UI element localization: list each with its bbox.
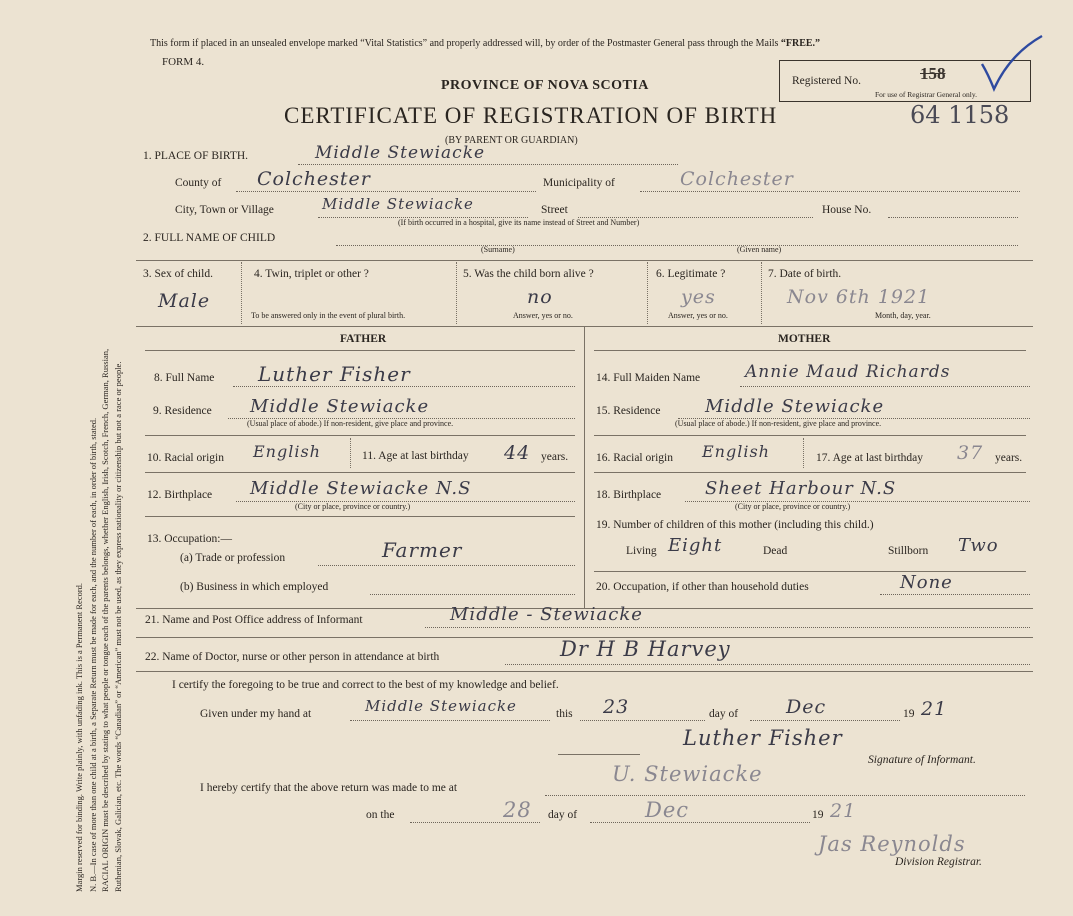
given-place-line xyxy=(350,720,550,721)
father-birthplace-value: Middle Stewiacke N.S xyxy=(250,478,472,499)
page-subtitle: (BY PARENT OR GUARDIAN) xyxy=(445,135,578,146)
signature-label: Signature of Informant. xyxy=(868,754,976,766)
mother-occupation-line xyxy=(880,594,1030,595)
on-the-label: on the xyxy=(366,809,395,821)
father-years: years. xyxy=(541,451,569,463)
day-of-label: day of xyxy=(709,708,739,720)
county-line xyxy=(236,191,536,192)
margin-note-1: Margin reserved for binding. Write plainly, with unfading ink. This is a Permanent Record. xyxy=(74,582,84,892)
legitimate-note: Answer, yes or no. xyxy=(668,311,728,320)
mother-heading: MOTHER xyxy=(778,333,831,345)
stillborn-label: Stillborn xyxy=(888,545,929,557)
alive-label: 5. Was the child born alive ? xyxy=(463,268,594,280)
registrar-signature: Jas Reynolds xyxy=(818,832,966,856)
father-name-line xyxy=(233,386,575,387)
registered-label: Registered No. xyxy=(792,75,861,87)
municipality-value: Colchester xyxy=(680,168,794,190)
mother-name-line xyxy=(740,386,1030,387)
alive-value: no xyxy=(527,286,553,308)
this-label: this xyxy=(556,708,573,720)
mother-age-label: 17. Age at last birthday xyxy=(816,452,923,464)
children-count-label: 19. Number of children of this mother (including this child.) xyxy=(596,519,874,531)
return-label: I hereby certify that the above return was made to me at xyxy=(200,782,458,794)
house-label: House No. xyxy=(822,204,872,216)
hospital-note: (If birth occurred in a hospital, give its name instead of Street and Number) xyxy=(398,218,640,227)
father-residence-label: 9. Residence xyxy=(153,405,212,417)
stillborn-value: Two xyxy=(958,535,999,556)
occupation-label: 13. Occupation:— xyxy=(147,533,232,545)
divider xyxy=(136,260,1033,261)
margin-note-3: RACIAL ORIGIN must be described by stating to what people or tongue each of the parents belongs, whether English, Irish, Scotch, French, German, Russian, xyxy=(100,348,110,892)
margin-note-2: N. B.—In case of more than one child at a birth, a Separate Return must be made for each, and the number of each, in order of birth, stated. xyxy=(88,417,98,892)
mother-name-value: Annie Maud Richards xyxy=(745,362,951,382)
surname-note: (Surname) xyxy=(481,245,515,254)
municipality-line xyxy=(640,191,1020,192)
county-label: County of xyxy=(175,177,222,189)
trade-value: Farmer xyxy=(382,538,463,562)
reg-day-line xyxy=(410,822,540,823)
given-place-value: Middle Stewiacke xyxy=(365,697,517,715)
margin-note-4: Ruthenian, Slovak, Galician, etc. The words “Canadian” or “American” must not be used, as they express nationality or citizenship but not a race or people. xyxy=(113,361,123,892)
doctor-label: 22. Name of Doctor, nurse or other person in attendance at birth xyxy=(145,651,440,663)
trade-label: (a) Trade or profession xyxy=(180,552,286,564)
doctor-value: Dr H B Harvey xyxy=(560,637,731,661)
reg-month-value: Dec xyxy=(645,798,690,822)
divider xyxy=(761,262,762,324)
mother-name-label: 14. Full Maiden Name xyxy=(596,372,701,384)
form-number: FORM 4. xyxy=(162,56,205,68)
mother-racial-label: 16. Racial origin xyxy=(596,452,673,464)
sex-value: Male xyxy=(158,290,211,312)
father-age-label: 11. Age at last birthday xyxy=(362,450,469,462)
reg-day-value: 28 xyxy=(503,798,532,822)
divider xyxy=(456,262,457,324)
mother-occupation-label: 20. Occupation, if other than household duties xyxy=(596,581,809,593)
sex-label: 3. Sex of child. xyxy=(143,268,213,280)
mail-note-free: “FREE.” xyxy=(780,38,821,49)
father-racial-value: English xyxy=(253,442,321,461)
mother-residence-label: 15. Residence xyxy=(596,405,661,417)
informant-signature: Luther Fisher xyxy=(683,726,843,750)
registrar-label: Division Registrar. xyxy=(895,856,982,868)
checkmark-icon xyxy=(980,34,1050,94)
divider xyxy=(594,435,1026,436)
divider xyxy=(594,350,1026,351)
municipality-label: Municipality of xyxy=(543,177,615,189)
province-heading: PROVINCE OF NOVA SCOTIA xyxy=(441,78,649,93)
registered-number: 158 xyxy=(920,64,946,83)
reg-day-of-label: day of xyxy=(548,809,578,821)
mother-occupation-value: None xyxy=(900,572,953,593)
street-label: Street xyxy=(541,204,568,216)
father-birthplace-label: 12. Birthplace xyxy=(147,489,213,501)
registrar-use-note: For use of Registrar General only. xyxy=(875,90,977,99)
given-name-note: (Given name) xyxy=(737,245,782,254)
divider xyxy=(145,516,575,517)
legitimate-label: 6. Legitimate ? xyxy=(656,268,726,280)
mail-note-text: This form if placed in an unsealed envelope marked “Vital Statistics” and properly addressed will, by order of the Postmaster General pass through the Mails xyxy=(150,38,781,49)
business-label: (b) Business in which employed xyxy=(180,581,329,593)
parents-divider xyxy=(584,326,585,609)
dob-value: Nov 6th 1921 xyxy=(787,286,931,308)
informant-value: Middle - Stewiacke xyxy=(450,604,643,625)
divider xyxy=(136,671,1033,672)
mother-years: years. xyxy=(995,452,1023,464)
father-residence-value: Middle Stewiacke xyxy=(250,396,430,417)
dob-note: Month, day, year. xyxy=(875,311,931,320)
alive-note: Answer, yes or no. xyxy=(513,311,573,320)
year-prefix: 19 xyxy=(903,708,915,720)
trade-line xyxy=(318,565,575,566)
living-value: Eight xyxy=(668,535,723,556)
mother-birthplace-label: 18. Birthplace xyxy=(596,489,662,501)
reg-year-value: 21 xyxy=(830,800,857,822)
return-place-value: U. Stewiacke xyxy=(612,762,763,786)
mother-racial-value: English xyxy=(702,442,770,461)
informant-line xyxy=(425,627,1030,628)
place-line xyxy=(298,164,678,165)
dead-label: Dead xyxy=(763,545,788,557)
divider xyxy=(145,350,575,351)
day-value: 23 xyxy=(603,696,630,718)
mother-residence-note: (Usual place of abode.) If non-resident, give place and province. xyxy=(675,419,882,428)
twin-label: 4. Twin, triplet or other ? xyxy=(254,268,369,280)
divider xyxy=(145,435,575,436)
mother-birthplace-value: Sheet Harbour N.S xyxy=(705,478,897,499)
divider xyxy=(803,438,804,468)
place-of-birth-label: 1. PLACE OF BIRTH. xyxy=(143,150,249,162)
twin-note: To be answered only in the event of plural birth. xyxy=(251,311,406,320)
business-line xyxy=(370,594,575,595)
father-residence-note: (Usual place of abode.) If non-resident, give place and province. xyxy=(247,419,454,428)
page-title: CERTIFICATE OF REGISTRATION OF BIRTH xyxy=(284,103,778,128)
father-birthplace-note: (City or place, province or country.) xyxy=(295,502,411,511)
mother-age-value: 37 xyxy=(957,442,984,464)
divider xyxy=(558,754,640,755)
house-line xyxy=(888,217,1018,218)
day-line xyxy=(580,720,705,721)
return-place-line xyxy=(545,795,1025,796)
city-value: Middle Stewiacke xyxy=(322,195,474,213)
doctor-line xyxy=(505,664,1030,665)
mail-note xyxy=(150,38,820,49)
month-line xyxy=(750,720,900,721)
reg-month-line xyxy=(590,822,810,823)
divider xyxy=(350,438,351,468)
place-of-birth-value: Middle Stewiacke xyxy=(315,143,486,163)
father-heading: FATHER xyxy=(340,333,387,345)
mother-residence-value: Middle Stewiacke xyxy=(705,396,885,417)
month-value: Dec xyxy=(786,696,827,718)
divider xyxy=(647,262,648,324)
reg-year-prefix: 19 xyxy=(812,809,824,821)
informant-label: 21. Name and Post Office address of Informant xyxy=(145,614,363,626)
father-name-label: 8. Full Name xyxy=(154,372,215,384)
certify-statement: I certify the foregoing to be true and correct to the best of my knowledge and belief. xyxy=(172,679,559,691)
dob-label: 7. Date of birth. xyxy=(768,268,842,280)
divider xyxy=(145,472,575,473)
father-racial-label: 10. Racial origin xyxy=(147,452,224,464)
child-name-line xyxy=(336,245,1018,246)
stamp-number: 64 1158 xyxy=(910,101,1010,129)
child-name-label: 2. FULL NAME OF CHILD xyxy=(143,232,276,244)
county-value: Colchester xyxy=(257,168,371,190)
legitimate-value: yes xyxy=(681,286,716,308)
year-value: 21 xyxy=(921,698,948,720)
father-name-value: Luther Fisher xyxy=(258,362,411,386)
father-age-value: 44 xyxy=(504,442,531,464)
given-label: Given under my hand at xyxy=(200,708,312,720)
living-label: Living xyxy=(626,545,657,557)
divider xyxy=(594,571,1026,572)
divider xyxy=(594,472,1026,473)
mother-birthplace-note: (City or place, province or country.) xyxy=(735,502,851,511)
divider xyxy=(241,262,242,324)
city-label: City, Town or Village xyxy=(175,204,274,216)
